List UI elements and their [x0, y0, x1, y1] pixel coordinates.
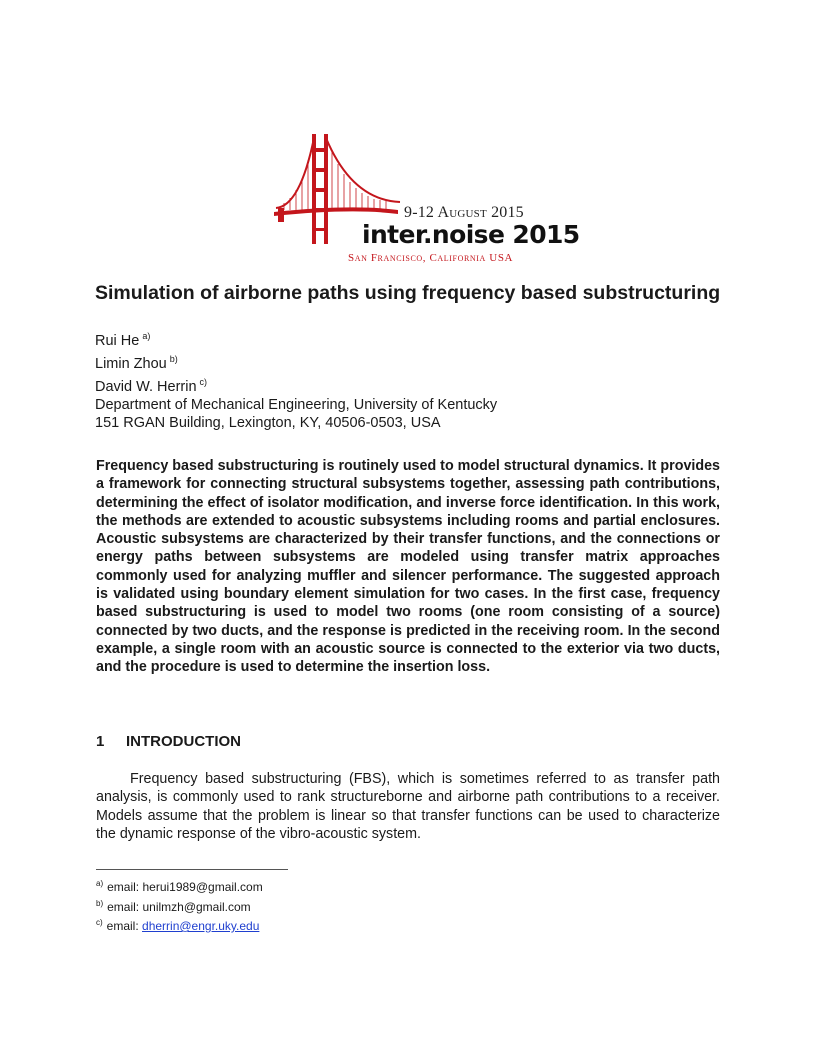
- intro-paragraph: Frequency based substructuring (FBS), which is sometimes referred to as transfer path analysis, is commonly used to rank structureborne and airborne path contributions to a receiver. Models assume that the problem is linear so that transfer functions can be used to characterize the dynamic response of the vibro-acoustic system.: [96, 771, 720, 842]
- author-block: [95, 327, 497, 432]
- footnote-mark: b): [96, 898, 104, 908]
- author-mark: a): [142, 331, 151, 341]
- footnote: [96, 876, 263, 896]
- author-name: David W. Herrin: [95, 379, 197, 395]
- author-mark: c): [199, 377, 208, 387]
- paper-title: Simulation of airborne paths using frequency based substructuring: [95, 282, 721, 304]
- author-line: [95, 327, 497, 350]
- footnote-email-link[interactable]: dherrin@engr.uky.edu: [142, 919, 260, 933]
- affiliation-department: Department of Mechanical Engineering, University of Kentucky: [95, 397, 498, 413]
- footnote-label: email:: [106, 919, 143, 933]
- conference-logo: [272, 130, 580, 270]
- author-name: Limin Zhou: [95, 356, 167, 372]
- author-mark: b): [169, 354, 178, 364]
- footnote-email: herui1989@gmail.com: [142, 880, 263, 894]
- footnote-label: email:: [107, 899, 143, 914]
- author-line: [95, 350, 497, 373]
- footnote-label: email:: [107, 880, 143, 894]
- footnote: [96, 896, 263, 916]
- author-name: Rui He: [95, 333, 140, 349]
- section-number: 1: [96, 733, 105, 750]
- author-line: [95, 373, 497, 396]
- conference-name: inter.noise 2015: [362, 220, 580, 249]
- conference-location: San Francisco, California USA: [348, 252, 514, 264]
- golden-gate-bridge-icon: [272, 130, 548, 270]
- section-heading: [96, 733, 241, 750]
- affiliation-address: 151 RGAN Building, Lexington, KY, 40506-0503, USA: [95, 415, 441, 431]
- footnotes: [96, 876, 263, 935]
- footnote-email: unilmzh@gmail.com: [142, 899, 251, 914]
- abstract: Frequency based substructuring is routinely used to model structural dynamics. It provides a framework for connecting structural subsystems together, assessing path contributions, determining the effect of isolator modification, and inverse force identification. In this work, the methods are extended to acoustic subsystems including rooms and partial enclosures. Acoustic subsystems are characterized by their transfer functions, and the connections or energy paths between subsystems are modeled using transfer matrix approaches commonly used for analyzing muffler and silencer performance. The suggested approach is validated using boundary element simulation for two cases. In the first case, frequency based substructuring is used to model two rooms (one room consisting of a source) connected by two ducts, and the response is predicted in the receiving room. In the second example, a single room with an acoustic source is connected to the exterior via two ducts, and the procedure is used to determine the insertion loss.: [96, 458, 720, 676]
- section-title: INTRODUCTION: [126, 733, 241, 750]
- conference-date: 9-12 August 2015: [404, 204, 524, 221]
- footnote-divider: [96, 869, 288, 870]
- footnote: [96, 915, 263, 935]
- footnote-mark: a): [96, 879, 104, 888]
- footnote-mark: c): [96, 918, 103, 927]
